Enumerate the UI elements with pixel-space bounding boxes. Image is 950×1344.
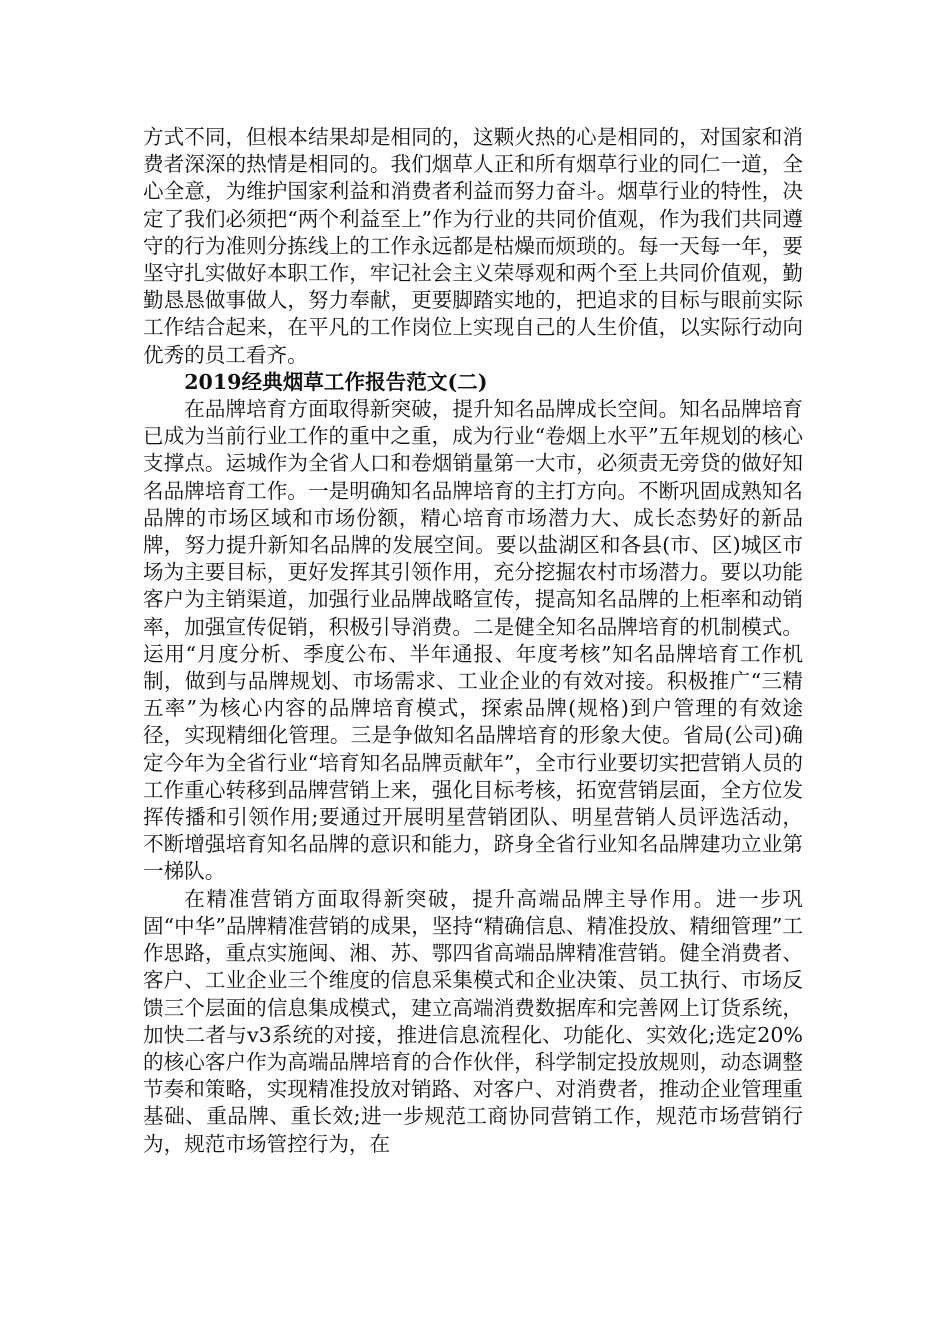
body-paragraph-brand-cultivation: 在品牌培育方面取得新突破，提升知名品牌成长空间。知名品牌培育已成为当前行业工作的重中之重，成为行业“卷烟上水平”五年规划的核心支撑点。运城作为全省人口和卷烟销量第一大市，必须责无旁贷的做好知名品牌培育工作。一是明确知名品牌培育的主打方向。不断巩固成熟知名品牌的市场区域和市场份额，精心培育市场潜力大、成长态势好的新品牌，努力提升新知名品牌的发展空间。要以盐湖区和各县(市、区)城区市场为主要目标，更好发挥其引领作用，充分挖掘农村市场潜力。要以功能客户为主销渠道，加强行业品牌战略宣传，提高知名品牌的上柜率和动销率，加强宣传促销，积极引导消费。二是健全知名品牌培育的机制模式。运用“月度分析、季度公布、半年通报、年度考核”知名品牌培育工作机制，做到与品牌规划、市场需求、工业企业的有效对接。积极推广“三精五率”为核心内容的品牌培育模式，探索品牌(规格)到户管理的有效途径，实现精细化管理。三是争做知名品牌培育的形象大使。省局(公司)确定今年为全省行业“培育知名品牌贡献年”，全市行业要切实把营销人员的工作重心转移到品牌营销上来，强化目标考核，拓宽营销层面，全方位发挥传播和引领作用;要通过开展明星营销团队、明星营销人员评选活动，不断增强培育知名品牌的意识和能力，跻身全省行业知名品牌建功立业第一梯队。 [143, 397, 803, 884]
document-page [143, 124, 803, 1158]
body-paragraph-precision-marketing: 在精准营销方面取得新突破，提升高端品牌主导作用。进一步巩固“中华”品牌精准营销的成果，坚持“精确信息、精准投放、精细管理”工作思路，重点实施闽、湘、苏、鄂四省高端品牌精准营销。健全消费者、客户、工业企业三个维度的信息采集模式和企业决策、员工执行、市场反馈三个层面的信息集成模式，建立高端消费数据库和完善网上订货系统，加快二者与v3系统的对接，推进信息流程化、功能化、实效化;选定20%的核心客户作为高端品牌培育的合作伙伴，科学制定投放规则，动态调整节奏和策略，实现精准投放对销路、对客户、对消费者，推动企业管理重基础、重品牌、重长效;进一步规范工商协同营销工作，规范市场营销行为，规范市场管控行为，在 [143, 886, 803, 1156]
section-heading: 2019经典烟草工作报告范文(二) [184, 369, 488, 394]
body-paragraph-continued: 方式不同，但根本结果却是相同的，这颗火热的心是相同的，对国家和消费者深深的热情是相同的。我们烟草人正和所有烟草行业的同仁一道，全心全意，为维护国家利益和消费者利益而努力奋斗。烟草行业的特性，决定了我们必须把“两个利益至上”作为行业的共同价值观，作为我们共同遵守的行为准则分拣线上的工作永远都是枯燥而烦琐的。每一天每一年，要坚守扎实做好本职工作，牢记社会主义荣辱观和两个至上共同价值观，勤勤恳恳做事做人，努力奉献，更要脚踏实地的，把追求的目标与眼前实际工作结合起来，在平凡的工作岗位上实现自己的人生价值，以实际行动向优秀的员工看齐。 [143, 125, 803, 367]
